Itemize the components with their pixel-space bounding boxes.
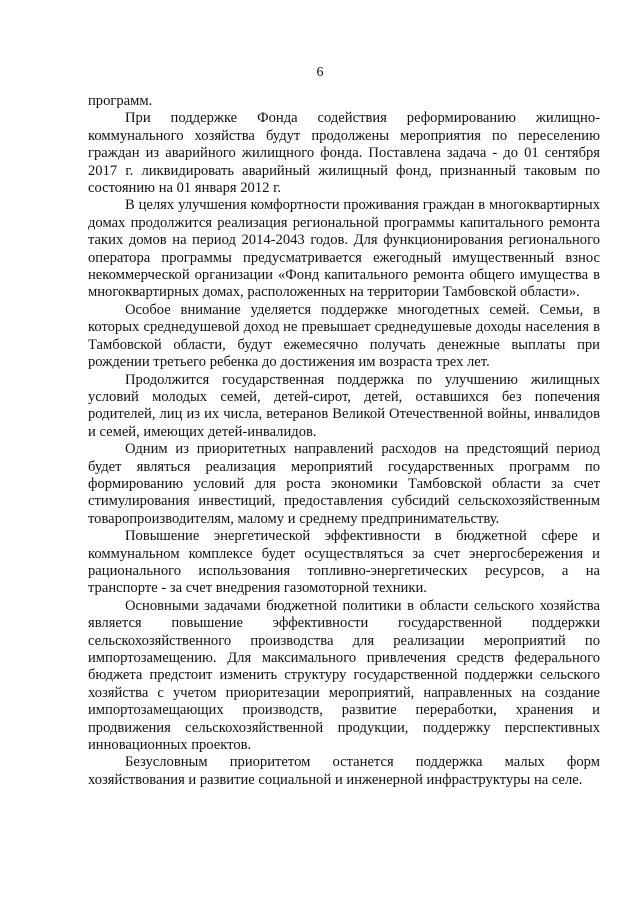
paragraph-housing-support: Продолжится государственная поддержка по улучшению жилищных условий молодых семей, детей-сирот, детей, оставшихся без попечения родителей, лиц из их числа, ветеранов Великой Отечественной войны, инвалидов и семей, имеющих детей-инвалидов. (88, 371, 600, 440)
paragraph-continuation: программ. (88, 93, 153, 109)
paragraph-large-families: Особое внимание уделяется поддержке многодетных семей. Семьи, в которых среднедушевой доход не превышает среднедушевые доходы населения в Тамбовской области, будут ежемесячно получать денежные выплаты при рождении третьего ребенка до достижения им возраста трех лет. (88, 301, 600, 371)
paragraph-energy-efficiency: Повышение энергетической эффективности в бюджетной сфере и коммунальном комплексе будет осуществляться за счет энергосбережения и рационального использования топливно-энергетических ресурсов, а на транспорте - за счет внедрения газомоторной техники. (88, 528, 600, 597)
page-number: 6 (316, 65, 324, 80)
document-body (88, 93, 600, 789)
paragraph-rural-priority: Безусловным приоритетом останется поддержка малых форм хозяйствования и развитие социальной и инженерной инфраструктуры на селе. (88, 754, 600, 788)
paragraph-resettlement: При поддержке Фонда содействия реформированию жилищно-коммунального хозяйства будут продолжены мероприятия по переселению граждан из аварийного жилищного фонда. Поставлена задача - до 01 сентября 2017 г. ликвидировать аварийный жилищный фонд, признанный таковым по состоянию на 01 января 2012 г. (88, 110, 600, 197)
paragraph-agriculture: Основными задачами бюджетной политики в области сельского хозяйства является повышение эффективности государственной поддержки сельскохозяйственного производства для реализации мероприятий по импортозамещению. Для максимального привлечения средств федерального бюджета предстоит изменить структуру государственной поддержки сельского хозяйства с учетом приоритезации мероприятий, направленных на создание импортозамещающих производств, развитие переработки, хранения и продвижения сельскохозяйственной продукции, поддержку перспективных инновационных проектов. (88, 597, 600, 754)
paragraph-capital-repair: В целях улучшения комфортности проживания граждан в многоквартирных домах продолжится реализация региональной программы капитального ремонта таких домов на период 2014-2043 годов. Для функционирования регионального оператора программы предусматривается ежегодный имущественный взнос некоммерческой организации «Фонд капитального ремонта общего имущества в многоквартирных домах, расположенных на территории Тамбовской области». (88, 197, 600, 301)
paragraph-economic-growth: Одним из приоритетных направлений расходов на предстоящий период будет являться реализация мероприятий государственных программ по формированию условий для роста экономики Тамбовской области за счет стимулирования инвестиций, предоставления субсидий сельскохозяйственным товаропроизводителям, малому и среднему предпринимательству. (88, 441, 600, 527)
